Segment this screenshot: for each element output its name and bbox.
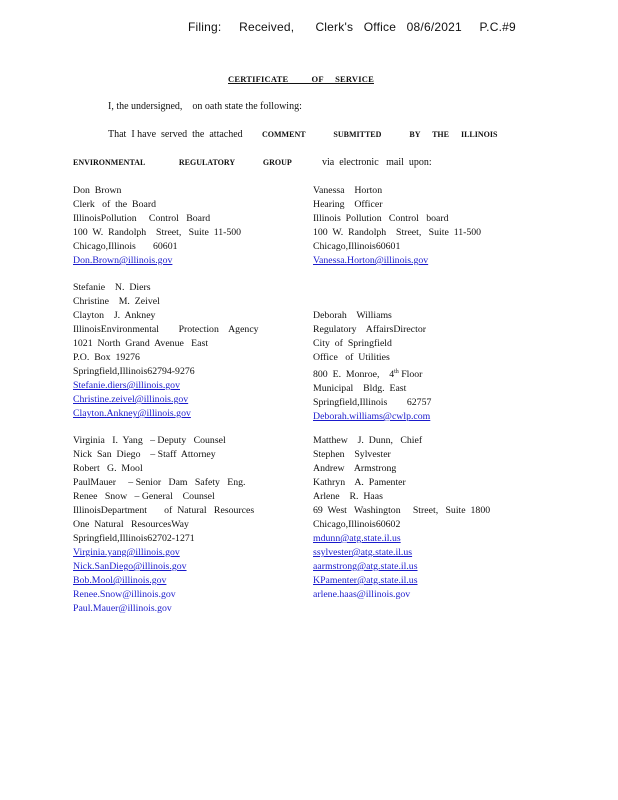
address-line: Arlene R. Haas: [313, 491, 383, 502]
email-link[interactable]: arlene.haas@illinois.gov: [313, 589, 411, 600]
address-line: Chicago,Illinois 60601: [73, 241, 178, 252]
email-link[interactable]: Virginia.yang@illinois.gov: [73, 547, 180, 558]
address-line: Office of Utilities: [313, 352, 390, 363]
address-line: 100 W. Randolph Street, Suite 11-500: [313, 227, 482, 238]
certificate-title: CERTIFICATE OF SERVICE: [228, 74, 374, 84]
address-line: Clayton J. Ankney: [73, 310, 156, 321]
address-line: PaulMauer – Senior Dam Safety Eng.: [73, 477, 246, 488]
address-line: 1021 North Grand Avenue East: [73, 338, 209, 349]
email-link[interactable]: Christine.zeivel@illinois.gov: [73, 394, 189, 405]
address-line: Nick San Diego – Staff Attorney: [73, 449, 216, 460]
email-link[interactable]: Stefanie.diers@illinois.gov: [73, 380, 180, 391]
address-line: 100 W. Randolph Street, Suite 11-500: [73, 227, 242, 238]
address-line: Chicago,Illinois60601: [313, 241, 401, 252]
address-line: Illinois Pollution Control board: [313, 213, 449, 224]
recipient-block-idnr: [73, 434, 254, 616]
recipient-block-hearing-officer: [313, 184, 481, 268]
recipient-block-iepa: [73, 281, 259, 421]
address-line: Hearing Officer: [313, 199, 383, 210]
address-line: IllinoisDepartment of Natural Resources: [73, 505, 255, 516]
address-line: Regulatory AffairsDirector: [313, 324, 426, 335]
email-link[interactable]: ssylvester@atg.state.il.us: [313, 547, 413, 558]
email-link[interactable]: Paul.Mauer@illinois.gov: [73, 603, 172, 614]
address-line: IllinoisPollution Control Board: [73, 213, 211, 224]
email-link[interactable]: KPamenter@atg.state.il.us: [313, 575, 418, 586]
address-line: Don Brown: [73, 185, 122, 196]
served-text-b: COMMENT SUBMITTED BY THE ILLINOIS: [262, 130, 498, 139]
email-link[interactable]: mdunn@atg.state.il.us: [313, 533, 401, 544]
email-link[interactable]: aarmstrong@atg.state.il.us: [313, 561, 418, 572]
address-line: Clerk of the Board: [73, 199, 156, 210]
address-line: Vanessa Horton: [313, 185, 383, 196]
address-line: Renee Snow – General Counsel: [73, 491, 215, 502]
email-link[interactable]: Deborah.williams@cwlp.com: [313, 411, 431, 422]
email-link[interactable]: Bob.Mool@illinois.gov: [73, 575, 167, 586]
address-line: Springfield,Illinois 62757: [313, 397, 432, 408]
address-line: IllinoisEnvironmental Protection Agency: [73, 324, 259, 335]
intro-line: I, the undersigned, on oath state the following:: [108, 101, 302, 112]
address-line: P.O. Box 19276: [73, 352, 140, 363]
address-line: Matthew J. Dunn, Chief: [313, 435, 423, 446]
email-link[interactable]: Clayton.Ankney@illinois.gov: [73, 408, 191, 419]
address-line: Andrew Armstrong: [313, 463, 397, 474]
address-line: Christine M. Zeivel: [73, 296, 160, 307]
address-line: One Natural ResourcesWay: [73, 519, 189, 530]
served-text-c: ENVIRONMENTAL REGULATORY GROUP: [73, 158, 292, 167]
email-link[interactable]: Renee.Snow@illinois.gov: [73, 589, 176, 600]
address-line: Springfield,Illinois62702-1271: [73, 533, 195, 544]
recipient-block-attorney-general: [313, 434, 490, 602]
address-line: Municipal Bldg. East: [313, 383, 407, 394]
address-line: Kathryn A. Pamenter: [313, 477, 406, 488]
email-link[interactable]: Nick.SanDiego@illinois.gov: [73, 561, 187, 572]
email-link[interactable]: Vanessa.Horton@illinois.gov: [313, 255, 429, 266]
address-line: Stefanie N. Diers: [73, 282, 151, 293]
address-line: Stephen Sylvester: [313, 449, 391, 460]
served-text-d: via electronic mail upon:: [322, 157, 432, 168]
address-line: Chicago,Illinois60602: [313, 519, 401, 530]
recipient-block-pcb-clerk: [73, 184, 241, 268]
recipient-block-springfield: [313, 309, 431, 424]
email-link[interactable]: Don.Brown@illinois.gov: [73, 255, 173, 266]
address-line: Deborah Williams: [313, 310, 392, 321]
address-line: Virginia I. Yang – Deputy Counsel: [73, 435, 226, 446]
address-line: Robert G. Mool: [73, 463, 143, 474]
address-line: 69 West Washington Street, Suite 1800: [313, 505, 491, 516]
address-line: City of Springfield: [313, 338, 392, 349]
address-line: 800 E. Monroe, 4th Floor: [313, 369, 423, 380]
served-text-a: That I have served the attached: [108, 129, 243, 140]
address-line: Springfield,Illinois62794-9276: [73, 366, 195, 377]
filing-header: Filing: Received, Clerk's Office 08/6/2021 P.C.#9: [188, 20, 516, 34]
